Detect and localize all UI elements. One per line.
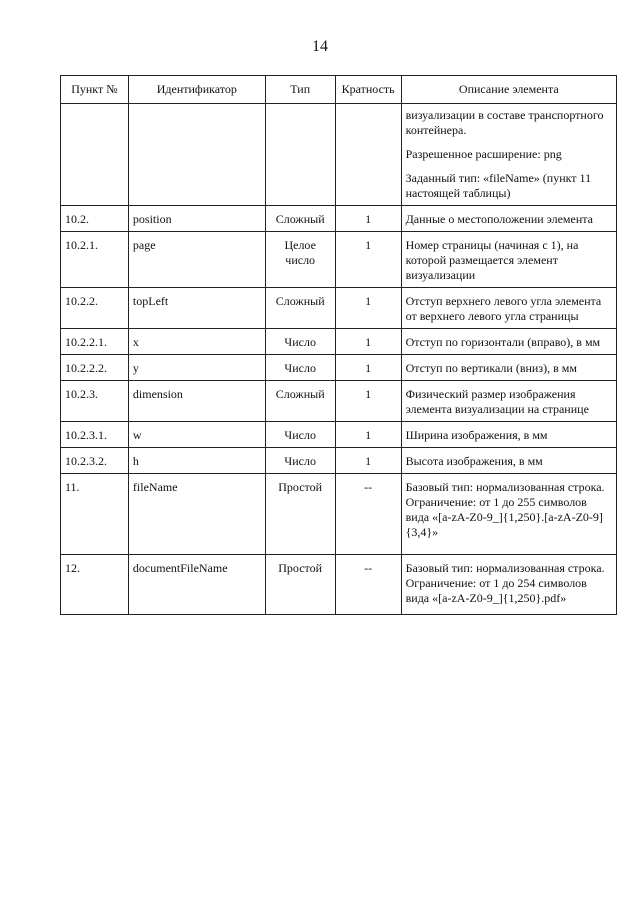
description-paragraph: Разрешенное расширение: png	[405, 147, 562, 161]
page-number: 14	[312, 38, 328, 55]
cell-identifier: x	[128, 329, 265, 355]
cell-multiplicity: 1	[335, 329, 401, 355]
specification-table	[60, 75, 617, 615]
description-paragraph: Ограничение: от 1 до 254 символов вида «[a-zA-Z0-9_]{1,250}.pdf»	[405, 576, 587, 605]
description-paragraph: Номер страницы (начиная с 1), на которой размещается элемент визуализации	[405, 238, 579, 282]
cell-item-number: 10.2.	[61, 206, 129, 232]
table-row	[61, 448, 617, 474]
header-type: Тип	[265, 76, 335, 104]
cell-description	[401, 422, 616, 448]
cell-description	[401, 232, 616, 288]
cell-type: Сложный	[265, 206, 335, 232]
cell-item-number: 10.2.3.1.	[61, 422, 129, 448]
description-paragraph: Ширина изображения, в мм	[405, 428, 548, 442]
cell-identifier: fileName	[128, 474, 265, 555]
header-item-number: Пункт №	[61, 76, 129, 104]
description-paragraph: Высота изображения, в мм	[405, 454, 543, 468]
header-description: Описание элемента	[401, 76, 616, 104]
description-paragraph: Заданный тип: «fileName» (пункт 11 настоящей таблицы)	[405, 171, 592, 200]
table-row	[61, 232, 617, 288]
cell-description	[401, 474, 616, 555]
table-row	[61, 355, 617, 381]
description-paragraph: Данные о местоположении элемента	[405, 212, 593, 226]
cell-multiplicity: 1	[335, 381, 401, 422]
cell-identifier: dimension	[128, 381, 265, 422]
cell-type: Целое число	[265, 232, 335, 288]
cell-identifier: h	[128, 448, 265, 474]
description-paragraph: Отступ по горизонтали (вправо), в мм	[405, 335, 601, 349]
cell-item-number: 10.2.3.2.	[61, 448, 129, 474]
table-row	[61, 329, 617, 355]
cell-description	[401, 381, 616, 422]
cell-item-number: 10.2.2.1.	[61, 329, 129, 355]
cell-identifier: topLeft	[128, 288, 265, 329]
cell-multiplicity: 1	[335, 355, 401, 381]
cell-type: Простой	[265, 555, 335, 615]
cell-description	[401, 104, 616, 206]
cell-description	[401, 355, 616, 381]
cell-identifier: y	[128, 355, 265, 381]
cell-identifier: page	[128, 232, 265, 288]
cell-multiplicity: 1	[335, 448, 401, 474]
description-paragraph: Физический размер изображения элемента визуализации на странице	[405, 387, 589, 416]
description-paragraph: визуализации в составе транспортного контейнера.	[405, 108, 604, 137]
table-row	[61, 555, 617, 615]
cell-multiplicity	[335, 104, 401, 206]
cell-description	[401, 555, 616, 615]
cell-description	[401, 206, 616, 232]
cell-type	[265, 104, 335, 206]
cell-type: Сложный	[265, 288, 335, 329]
cell-multiplicity: --	[335, 474, 401, 555]
cell-identifier: w	[128, 422, 265, 448]
cell-type: Число	[265, 329, 335, 355]
cell-item-number: 10.2.1.	[61, 232, 129, 288]
cell-identifier	[128, 104, 265, 206]
cell-multiplicity: 1	[335, 422, 401, 448]
table-row	[61, 288, 617, 329]
cell-type: Число	[265, 422, 335, 448]
cell-description	[401, 329, 616, 355]
cell-item-number: 10.2.2.2.	[61, 355, 129, 381]
description-paragraph: Отступ по вертикали (вниз), в мм	[405, 361, 577, 375]
cell-multiplicity: 1	[335, 232, 401, 288]
table-row	[61, 381, 617, 422]
header-multiplicity: Кратность	[335, 76, 401, 104]
cell-multiplicity: 1	[335, 288, 401, 329]
table-row-continuation	[61, 104, 617, 206]
table-row	[61, 474, 617, 555]
description-paragraph: Базовый тип: нормализованная строка.	[405, 561, 605, 575]
header-identifier: Идентификатор	[128, 76, 265, 104]
table-row	[61, 206, 617, 232]
cell-multiplicity: --	[335, 555, 401, 615]
cell-identifier: position	[128, 206, 265, 232]
table-row	[61, 422, 617, 448]
cell-item-number	[61, 104, 129, 206]
cell-type: Число	[265, 448, 335, 474]
description-paragraph: Ограничение: от 1 до 255 символов вида «[a-zA-Z0-9_]{1,250}.[a-zA-Z0-9]{3,4}»	[405, 495, 603, 539]
cell-identifier: documentFileName	[128, 555, 265, 615]
cell-description	[401, 288, 616, 329]
cell-item-number: 10.2.3.	[61, 381, 129, 422]
cell-item-number: 10.2.2.	[61, 288, 129, 329]
cell-item-number: 12.	[61, 555, 129, 615]
table-header-row	[61, 76, 617, 104]
cell-type: Простой	[265, 474, 335, 555]
cell-multiplicity: 1	[335, 206, 401, 232]
cell-item-number: 11.	[61, 474, 129, 555]
cell-type: Число	[265, 355, 335, 381]
cell-description	[401, 448, 616, 474]
description-paragraph: Отступ верхнего левого угла элемента от верхнего левого угла страницы	[405, 294, 602, 323]
description-paragraph: Базовый тип: нормализованная строка.	[405, 480, 605, 494]
cell-type: Сложный	[265, 381, 335, 422]
